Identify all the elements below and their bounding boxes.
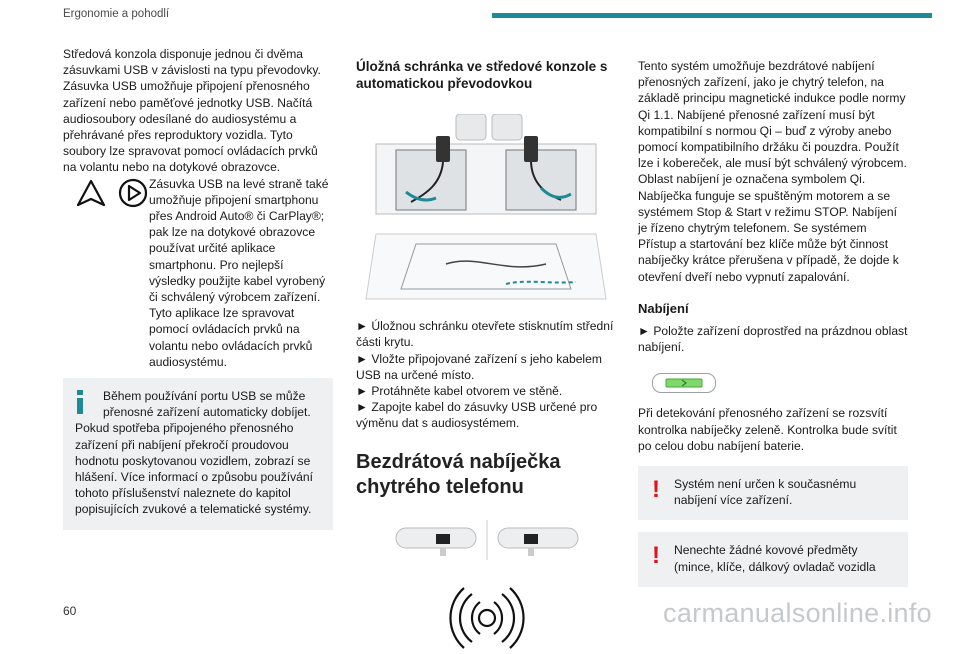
warning-icon: ! bbox=[652, 476, 660, 504]
page-number: 60 bbox=[63, 604, 77, 618]
charging-step: ► Položte zařízení doprostřed na prázdnou oblast nabíjení. bbox=[638, 324, 908, 355]
storage-heading: Úložná schránka ve středové konzole s automatickou převodovkou bbox=[356, 59, 608, 91]
led-text: Při detekování přenosného zařízení se rozsvítí kontrolka nabíječky zeleně. Kontrolka bude svítit po celou dobu nabíjení baterie. bbox=[638, 406, 897, 453]
watermark: carmanualsonline.info bbox=[663, 598, 932, 628]
column-usb bbox=[63, 46, 333, 530]
wireless-charger-heading: Bezdrátová nabíječka chytrého telefonu bbox=[356, 450, 561, 498]
storage-step-3: ► Protáhněte kabel otvorem ve stěně. bbox=[356, 384, 563, 399]
charger-led-icon bbox=[652, 373, 716, 393]
storage-step-1: ► Úložnou schránku otevřete stisknutím střední části krytu. bbox=[356, 319, 614, 350]
wireless-intro-text: Tento systém umožňuje bezdrátové nabíjení přenosných zařízení, jako je chytrý telefon, na základě principu magnetické indukce podle normy Qi 1.1. Nabíjené přenosné zařízení musí být kompatibilní s normou Qi – buď z výroby anebo pomocí kompatibilního držáku či pouzdra. Použít lze i kobereček, ale musí být schválený výrobcem. Oblast nabíjení je označena symbolem Qi. Nabíječka funguje se spuštěným motorem a se systémem Stop & Start v režimu STOP. Nabíjení je řízeno chytrým telefonem. Se systémem Přístup a startování bez klíče může být činnost nabíječky krátce přerušena v případě, že dojde k otevření dveří nebo vypnutí zapalování. bbox=[638, 59, 907, 284]
header-accent-bar bbox=[492, 13, 932, 18]
carplay-icon bbox=[115, 176, 151, 210]
storage-compartment-illustration bbox=[356, 114, 618, 304]
storage-step-2: ► Vložte připojované zařízení s jeho kabelem USB na určené místo. bbox=[356, 351, 602, 382]
column-storage bbox=[356, 58, 618, 654]
warning-box-1 bbox=[638, 466, 908, 520]
wireless-charger-illustration bbox=[356, 520, 618, 650]
warning-2-text: Nenechte žádné kovové předměty (mince, klíče, dálkový ovladač vozidla bbox=[674, 543, 876, 574]
info-rest-text: Pokud spotřeba připojeného přenosného zařízení při nabíjení překročí proudovou hodnotu poskytovanou vozidlem, zobrazí se hlášení. Více informací o způsobu používání tohoto příslušenství naleznete do kapitol popisujících zvukové a telematické systémy. bbox=[75, 421, 313, 517]
usb-smartphone-row bbox=[63, 176, 333, 370]
usb-intro-text: Středová konzola disponuje jednou či dvěma zásuvkami USB v závislosti na typu převodovky. Zásuvka USB umožňuje připojení přenosného zařízení nebo paměťové jednotky USB. Načítá audiosoubory odesílané do audiosystému a přehrávané přes reproduktory vozidla. Tyto soubory lze spravovat pomocí ovládacích prvků na volantu nebo na dotykové obrazovce. bbox=[63, 47, 321, 175]
warning-icon: ! bbox=[652, 542, 660, 570]
android-auto-icon bbox=[73, 176, 109, 210]
info-box bbox=[63, 378, 333, 530]
storage-step-4: ► Zapojte kabel do zásuvky USB určené pro výměnu dat s audiosystémem. bbox=[356, 400, 598, 431]
warning-box-2 bbox=[638, 532, 908, 586]
usb-smartphone-text: Zásuvka USB na levé straně také umožňuje připojení smartphonu přes Android Auto® či CarPlay®; pak lze na dotykové obrazovce používat určité aplikace smartphonu. Pro nejlepší výsledky použijte kabel vyrobený či schválený výrobcem zařízení. Tyto aplikace lze spravovat pomocí ovládacích prvků na volantu nebo ovládacích prvků audiosystému. bbox=[149, 176, 329, 369]
section-title: Ergonomie a pohodlí bbox=[63, 8, 170, 20]
info-icon bbox=[76, 390, 84, 414]
info-first-text: Během používání portu USB se může přenosné zařízení automaticky dobíjet. bbox=[103, 389, 311, 420]
column-wireless bbox=[638, 58, 908, 587]
charging-subheading: Nabíjení bbox=[638, 300, 689, 316]
warning-1-text: Systém není určen k současnému nabíjení více zařízení. bbox=[674, 477, 857, 508]
